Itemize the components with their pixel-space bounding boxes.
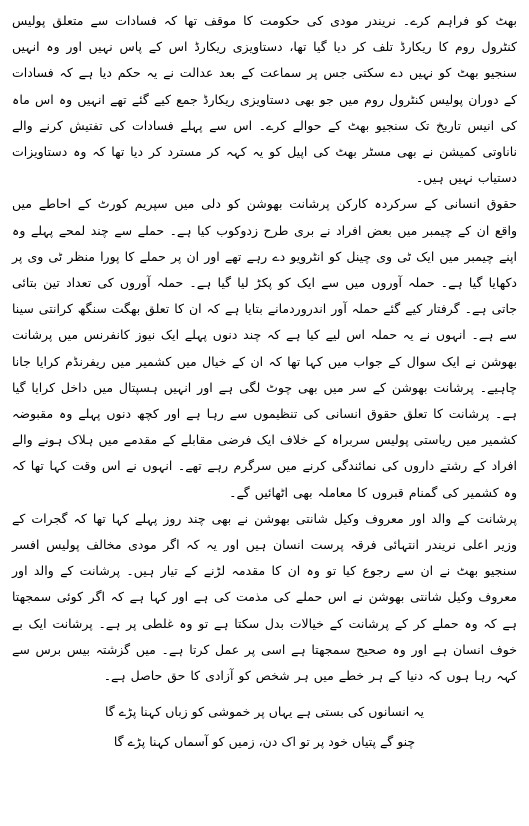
article-paragraph-2: حقوق انسانی کے سرکردہ کارکن پرشانت بھوشن کو دلی میں سپریم کورٹ کے احاطے میں واقع ان کے چیمبر میں بعض افراد نے بری طرح زدوکوب کیا ہے۔ حملے سے چند لمحے پہلے وہ اپنے چیمبر میں ایک ٹی وی چینل کو انٹرویو دے رہے تھے اور ان پر حملے کا پورا منظر ٹی وی پر دکھایا گیا ہے۔ حملہ آوروں میں سے ایک کو پکڑ لیا گیا ہے۔ حملہ آوروں کی تعداد تین بتائی جاتی ہے۔ گرفتار کیے گئے حملہ آور اندروردمانے بتایا ہے کہ ان کا تعلق بھگت سنگھ کرانتی سینا سے ہے۔ انہوں نے یہ حملہ اس لیے کیا ہے کہ چند دنوں پہلے ایک نیوز کانفرنس میں پرشانت بھوشن نے ایک سوال کے جواب میں کہا تھا کہ ان کے خیال میں کشمیر میں ریفرنڈم کرایا جانا چاہیے۔ پرشانت بھوشن کے سر میں بھی چوٹ لگی ہے اور انہیں ہسپتال میں داخل کرایا گیا ہے۔ پرشانت کا تعلق حقوق انسانی کی تنظیموں سے رہا ہے اور کچھ دنوں پہلے وہ مقبوضہ کشمیر میں ریاستی پولیس سربراہ کے خلاف ایک فرضی مقابلے کے مقدمے میں ہلاک ہونے والے افراد کے رشتے داروں کی نمائندگی کرنے میں سرگرم رہے تھے۔ انہوں نے اس وقت کہا تھا کہ وہ کشمیر کی گمنام قبروں کا معاملہ بھی اٹھائیں گے۔ (12, 196, 517, 500)
poem-couplet (12, 697, 517, 757)
poem-verse-1: یہ انسانوں کی بستی ہے یہاں پر خموشی کو زباں کہنا پڑے گا (104, 704, 425, 720)
article-paragraph-3: پرشانت کے والد اور معروف وکیل شانتی بھوشن نے بھی چند روز پہلے کہا تھا کہ گجرات کے وزیر اعلی نریندر انتہائی فرقہ پرست انسان ہیں اور یہ کہ اگر مودی مخالف پولیس افسر سنجیو بھٹ نے ان سے رجوع کیا تو وہ ان کا مقدمہ لڑنے کے تیار ہیں۔ پرشانت کے والد اور معروف وکیل شانتی بھوشن نے اس حملے کی مذمت کی ہے اور کہا ہے کہ اگر کوئی سمجھتا ہے کہ وہ حملے کر کے پرشانت کے خیالات بدل سکتا ہے تو وہ غلطی پر ہے۔ پرشانت ایک بے خوف انسان ہے اور وہ صحیح سمجھتا ہے اسی پر عمل کرتا ہے۔ میں گزشتہ بیس برس سے کہہ رہا ہوں کہ دنیا کے ہر خطے میں ہر شخص کو آزادی کا حق حاصل ہے۔ (12, 510, 517, 684)
poem-verse-2: چنو گے پتیاں خود پر تو اک دن، زمیں کو آسماں کہنا پڑے گا (113, 734, 416, 750)
article-paragraph-1: بھٹ کو فراہم کرے۔ نریندر مودی کی حکومت کا موقف تھا کہ فسادات سے متعلق پولیس کنٹرول روم کا ریکارڈ تلف کر دیا گیا تھا، دستاویزی ریکارڈ اس کے پاس نہیں اور وہ انہیں سنجیو بھٹ کو نہیں دے سکتی جس پر سماعت کے بعد عدالت نے یہ حکم دیا ہے کہ فسادات کے دوران پولیس کنٹرول روم میں جو بھی دستاویزی ریکارڈ جمع کیے گئے تھے انہیں وہ اس ماہ کی انیس تاریخ تک سنجیو بھٹ کے حوالے کرے۔ اس سے پہلے فسادات کی تفتیش کرنے والے ناناوتی کمیشن نے بھی مسٹر بھٹ کی اپیل کو یہ کہہ کر مسترد کر دیا تھا کہ وہ دستاویزات دستیاب نہیں ہیں۔ (12, 13, 517, 186)
